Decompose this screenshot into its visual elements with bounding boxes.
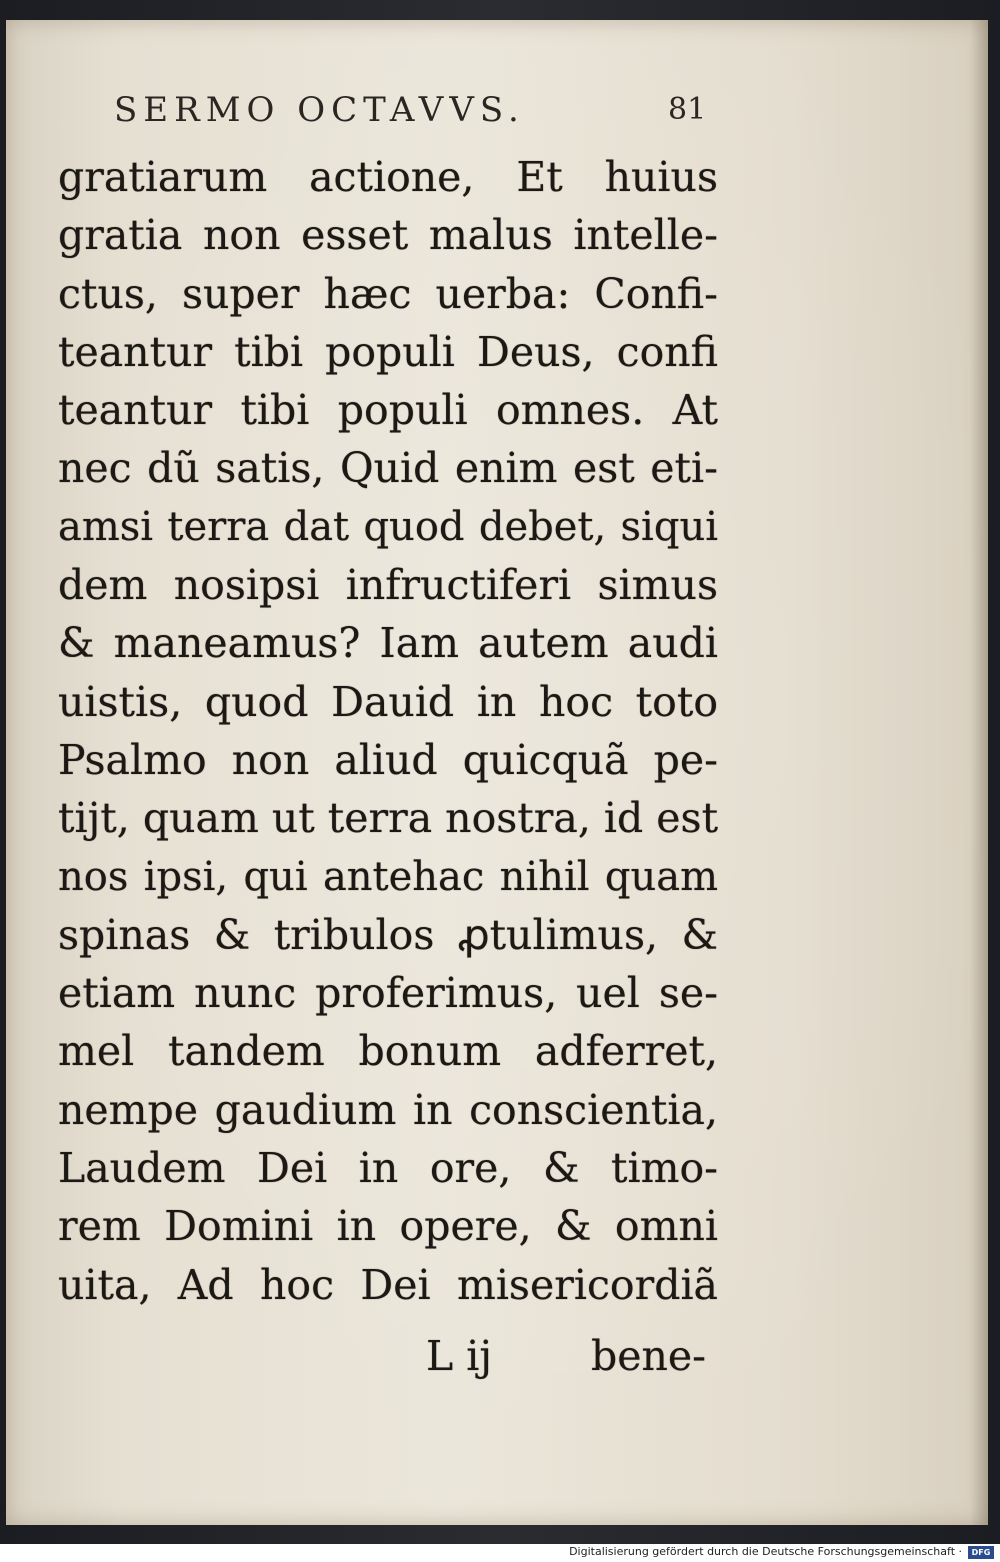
running-head: SERMO OCTAVVS. [114,90,525,130]
text-line: Psalmo non aliud quicquã pe- [58,735,718,784]
text-line: uistis, quod Dauid in hoc toto [58,677,718,726]
text-line: spinas & tribulos ꝓtulimus, & [58,910,718,959]
text-line: mel tandem bonum adferret, [58,1027,718,1076]
text-line: uita, Ad hoc Dei misericordiã [58,1260,718,1309]
text-line: amsi terra dat quod debet, siqui [58,503,718,550]
text-line: Laudem Dei in ore, & timo- [58,1144,718,1193]
text-line: nempe gaudium in conscientia, [58,1085,718,1134]
body-text [58,148,718,1314]
text-line: dem nosipsi infructiferi simus [58,561,718,610]
text-line: rem Domini in opere, & omni [58,1202,718,1251]
catchword: bene- [591,1332,707,1380]
page-edge-shadow [970,20,988,1525]
text-line: gratiarum actione, Et huius [58,153,718,201]
dfg-logo-icon: DFG [968,1546,994,1559]
page-number: 81 [668,92,707,127]
text-line: ctus, super hæc uerba: Confi- [58,269,718,318]
text-line: teantur tibi populi omnes. At [58,386,718,435]
signature-mark: L ij [426,1332,493,1380]
text-line: teantur tibi populi Deus, confi [58,327,718,376]
footer-bar [0,1544,1000,1562]
text-line: gratia non esset malus intelle- [58,211,718,260]
book-page [6,20,988,1525]
funding-credit: Digitalisierung gefördert durch die Deutsche Forschungsgemeinschaft · [569,1545,962,1558]
text-line: & maneamus? Iam autem audi [58,619,718,668]
text-line: nec dũ satis, Quid enim est eti- [58,444,718,493]
text-line: nos ipsi, qui antehac nihil quam [58,853,718,900]
text-line: etiam nunc proferimus, uel se- [58,969,718,1018]
text-line: tijt, quam ut terra nostra, id est [58,794,718,843]
